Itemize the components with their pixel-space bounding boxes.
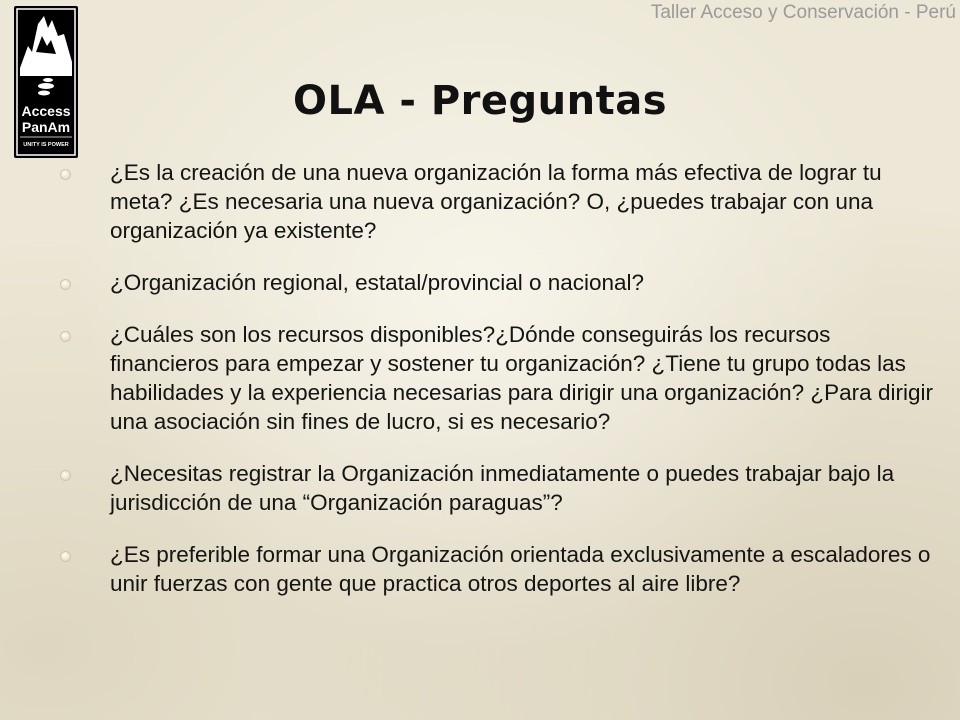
bullet-circle-icon [60,331,71,342]
logo-tagline: UNITY IS POWER [23,142,69,148]
logo-line2: PanAm [21,119,71,135]
page-title: OLA - Preguntas [292,78,668,124]
list-item [60,268,940,297]
question-list [60,158,940,621]
list-item [60,320,940,436]
bullet-circle-icon [60,279,71,290]
header-caption: Taller Acceso y Conservación - Perú [650,2,956,23]
logo-line1: Access [21,103,71,119]
list-item [60,540,940,598]
list-item-text: ¿Cuáles son los recursos disponibles?¿Dónde conseguirás los recursos financieros para empezar y sostener tu organización? ¿Tiene tu grupo todas las habilidades y la experiencia necesarias para dirigir una organización? ¿Para dirigir una asociación sin fines de lucro, si es necesario? [110,322,933,434]
bullet-circle-icon [60,551,71,562]
list-item-text: ¿Organización regional, estatal/provincial o nacional? [110,270,645,295]
list-item-text: ¿Es preferible formar una Organización orientada exclusivamente a escaladores o unir fuerzas con gente que practica otros deportes al aire libre? [110,542,931,596]
bullet-circle-icon [60,470,71,481]
list-item [60,158,940,245]
list-item [60,459,940,517]
list-item-text: ¿Es la creación de una nueva organización la forma más efectiva de lograr tu meta? ¿Es necesaria una nueva organización? O, ¿puedes trabajar con una organización ya existente? [110,160,882,243]
bullet-circle-icon [60,169,71,180]
list-item-text: ¿Necesitas registrar la Organización inmediatamente o puedes trabajar bajo la jurisdicción de una “Organización paraguas”? [110,461,895,515]
